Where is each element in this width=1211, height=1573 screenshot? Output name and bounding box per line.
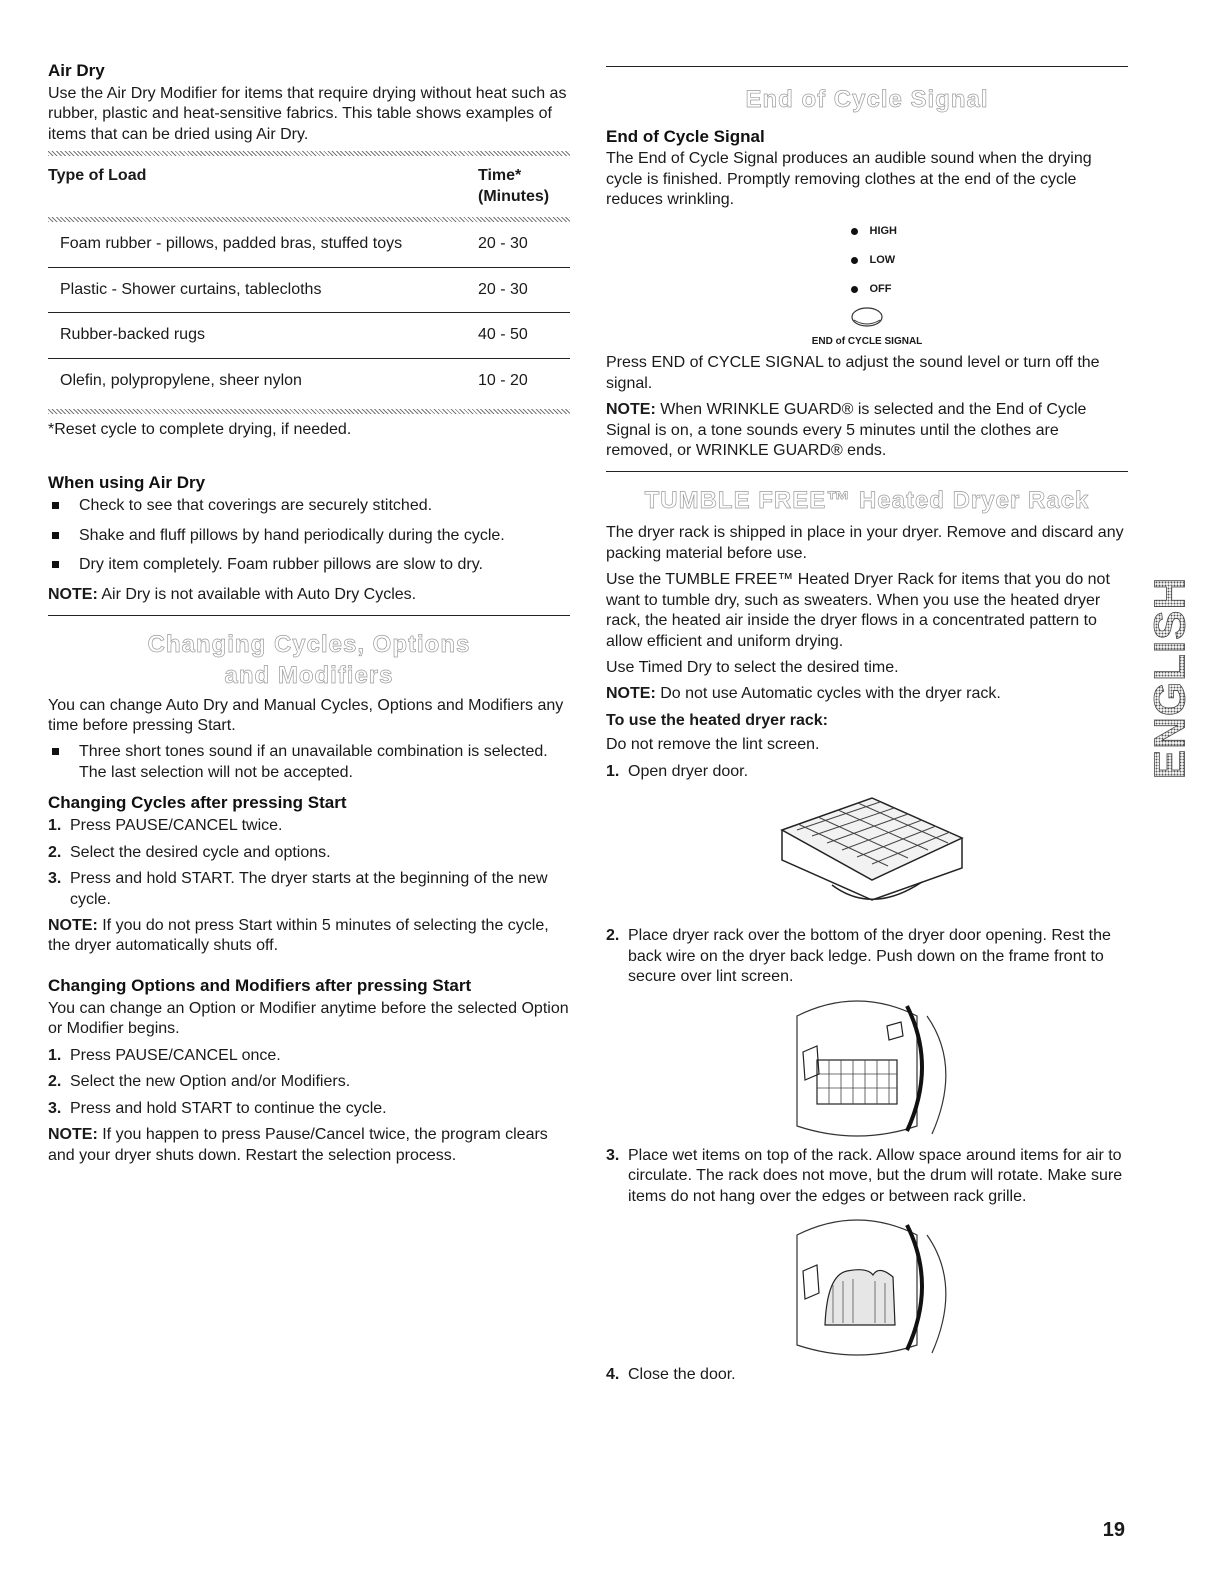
rack-p1: The dryer rack is shipped in place in your dryer. Remove and discard any packing material before use. [606,524,1124,562]
changing-intro: You can change Auto Dry and Manual Cycles, Options and Modifiers any time before pressing Start. [48,696,564,734]
section-divider [606,471,1128,472]
changing-section-title: Changing Cycles, Options and Modifiers [147,631,471,689]
list-item: Dry item completely. Foam rubber pillows are slow to dry. [48,555,570,575]
side-tab-label: ENGLISH [1145,576,1195,780]
changing-cycles-heading: Changing Cycles after pressing Start [48,793,347,813]
language-side-tab [1145,564,1195,792]
changing-options-steps [48,1046,570,1119]
eoc-signal-control [606,217,1128,349]
rack-steps [606,1365,1128,1385]
changing-list [48,742,570,783]
rack-steps [606,1146,1128,1207]
rack-use-heading: To use the heated dryer rack: [606,711,828,729]
list-item: 2. Place dryer rack over the bottom of the dryer door opening. Rest the back wire on the dryer back ledge. Push down on the frame front to secure over lint screen. [606,927,1111,986]
changing-options-note: NOTE: If you happen to press Pause/Cancel twice, the program clears and your dryer shuts down. Restart the selection process. [48,1126,548,1164]
table-row: Foam rubber - pillows, padded bras, stuffed toys 20 - 30 [48,222,570,267]
rack-section-title: TUMBLE FREE™ Heated Dryer Rack [644,487,1090,515]
air-dry-heading: Air Dry [48,61,105,80]
rack-in-dryer-illustration [767,996,967,1138]
rack-steps [606,926,1128,987]
changing-cycles-steps [48,816,570,910]
using-air-dry-note: NOTE: Air Dry is not available with Auto Dry Cycles. [48,585,417,603]
section-divider [48,615,570,616]
eoc-instruction: Press END of CYCLE SIGNAL to adjust the sound level or turn off the signal. [606,354,1100,392]
list-item: 4. Close the door. [606,1366,736,1384]
rack-p2: Use the TUMBLE FREE™ Heated Dryer Rack for items that you do not want to tumble dry, such as sweaters. When you use the heated dryer rack, the heated air inside the dryer flows in a concentrated pattern to allow efficient and uniform drying. [606,571,1110,650]
indicator-dot-icon [851,257,858,264]
table-row: Olefin, polypropylene, sheer nylon 10 - 20 [60,371,528,389]
list-item: 1. Press PAUSE/CANCEL once. [48,1046,281,1064]
changing-cycles-note: NOTE: If you do not press Start within 5 minutes of selecting the cycle, the dryer automatically shuts off. [48,917,549,955]
list-item: 2. Select the desired cycle and options. [48,843,331,861]
rack-note: NOTE: Do not use Automatic cycles with the dryer rack. [606,685,1001,703]
table-bottom-rule [48,409,570,414]
section-divider [606,66,1128,67]
list-item: 3. Place wet items on top of the rack. Allow space around items for air to circulate. The rack does not move, but the drum will rotate. Make sure items do not hang over the edges or between rack grille. [606,1146,1123,1205]
rack-steps [606,762,1128,782]
rack-use-intro: Do not remove the lint screen. [606,736,820,754]
list-item: Check to see that coverings are securely stitched. [48,496,570,516]
list-item: 3. Press and hold START. The dryer starts at the beginning of the new cycle. [48,870,548,908]
list-item: 3. Press and hold START to continue the cycle. [48,1099,387,1117]
items-on-rack-illustration [767,1215,967,1357]
changing-options-intro: You can change an Option or Modifier anytime before the selected Option or Modifier begins. [48,999,569,1038]
list-item: Shake and fluff pillows by hand periodically during the cycle. [48,526,570,546]
dryer-rack-illustration [762,790,972,918]
list-item: 2. Select the new Option and/or Modifiers. [48,1073,351,1091]
signal-button-icon [849,306,885,328]
list-item: Three short tones sound if an unavailable combination is selected. The last selection will not be accepted. [48,742,570,783]
air-dry-table [48,162,570,403]
col-time: Time* (Minutes) [478,167,550,205]
eoc-heading: End of Cycle Signal [606,126,765,146]
signal-level-high: HIGH [626,217,1128,246]
air-dry-footnote: *Reset cycle to complete drying, if needed. [48,420,352,438]
changing-options-heading: Changing Options and Modifiers after pressing Start [48,975,472,995]
eoc-intro: The End of Cycle Signal produces an audible sound when the drying cycle is finished. Promptly removing clothes at the end of the cycle reduces wrinkling. [606,150,1092,209]
signal-level-off: OFF [626,275,1128,304]
right-column [606,60,1128,1392]
signal-level-low: LOW [626,246,1128,275]
using-air-dry-heading: When using Air Dry [48,473,206,493]
col-type-of-load: Type of Load [48,167,147,185]
air-dry-intro: Use the Air Dry Modifier for items that require drying without heat such as rubber, plastic and heat-sensitive fabrics. This table shows examples of items that can be dried using Air Dry. [48,84,567,143]
table-top-rule [48,151,570,156]
indicator-dot-icon [851,286,858,293]
eoc-note: NOTE: When WRINKLE GUARD® is selected and the End of Cycle Signal is on, a tone sounds every 5 minutes until the clothes are removed, or WRINKLE GUARD® ends. [606,401,1087,460]
rack-p3: Use Timed Dry to select the desired time. [606,659,899,677]
left-column [48,60,570,1172]
list-item: 1. Press PAUSE/CANCEL twice. [48,817,283,835]
list-item: 1. Open dryer door. [606,762,749,780]
using-air-dry-list [48,496,570,575]
signal-button-caption: END of CYCLE SIGNAL [811,336,923,348]
eoc-section-title: End of Cycle Signal [745,86,989,113]
indicator-dot-icon [851,228,858,235]
page-number: 19 [1102,1519,1125,1541]
table-row: Plastic - Shower curtains, tablecloths 20 - 30 [48,267,570,312]
table-row: Rubber-backed rugs 40 - 50 [48,313,570,358]
